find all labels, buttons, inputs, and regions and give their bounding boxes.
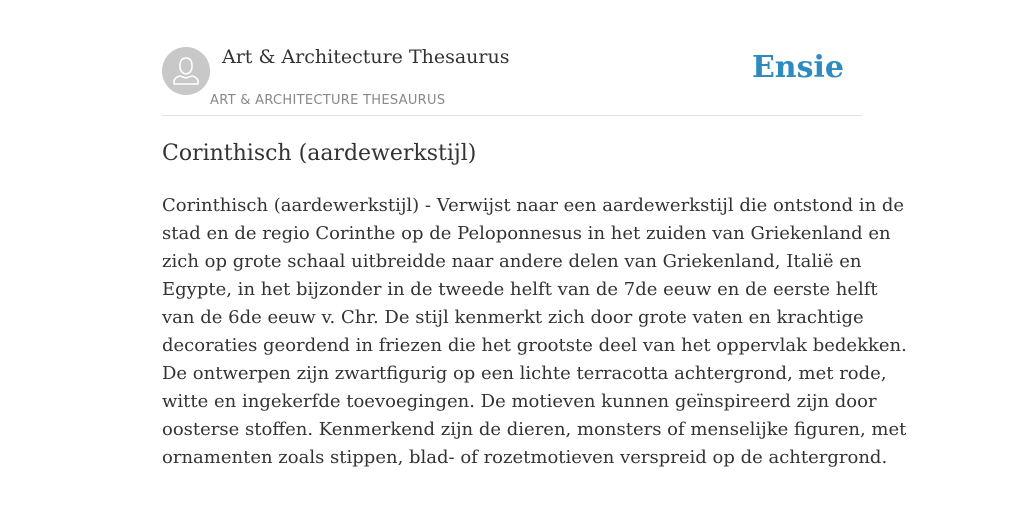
ensie-logo[interactable]: Ensie bbox=[751, 50, 844, 85]
body-line: De ontwerpen zijn zwartfigurig op een lichte terracotta achtergrond, met rode, bbox=[162, 363, 887, 384]
source-category-link[interactable]: ART & ARCHITECTURE THESAURUS bbox=[210, 93, 446, 108]
source-avatar[interactable] bbox=[162, 47, 210, 95]
body-line: stad en de regio Corinthe op de Peloponnesus in het zuiden van Griekenland en bbox=[162, 223, 891, 244]
user-icon bbox=[162, 47, 210, 95]
article-title: Corinthisch (aardewerkstijl) bbox=[162, 141, 477, 166]
body-line: decoraties geordend in friezen die het grootste deel van het oppervlak bedekken. bbox=[162, 335, 907, 356]
article-body bbox=[162, 192, 907, 472]
source-header bbox=[162, 0, 862, 116]
body-line: witte en ingekerfde toevoegingen. De motieven kunnen geïnspireerd zijn door bbox=[162, 391, 877, 412]
page-container bbox=[162, 0, 907, 468]
body-line: zich op grote schaal uitbreidde naar andere delen van Griekenland, Italië en bbox=[162, 251, 862, 272]
source-title-link[interactable]: Art & Architecture Thesaurus bbox=[222, 46, 510, 68]
body-line: Corinthisch (aardewerkstijl) - Verwijst naar een aardewerkstijl die ontstond in de bbox=[162, 195, 905, 216]
body-line: Egypte, in het bijzonder in de tweede helft van de 7de eeuw en de eerste helft bbox=[162, 279, 878, 300]
body-line: van de 6de eeuw v. Chr. De stijl kenmerkt zich door grote vaten en krachtige bbox=[162, 307, 864, 328]
body-line: oosterse stoffen. Kenmerkend zijn de dieren, monsters of menselijke figuren, met bbox=[162, 419, 907, 440]
body-line: ornamenten zoals stippen, blad- of rozetmotieven verspreid op de achtergrond. bbox=[162, 447, 888, 468]
